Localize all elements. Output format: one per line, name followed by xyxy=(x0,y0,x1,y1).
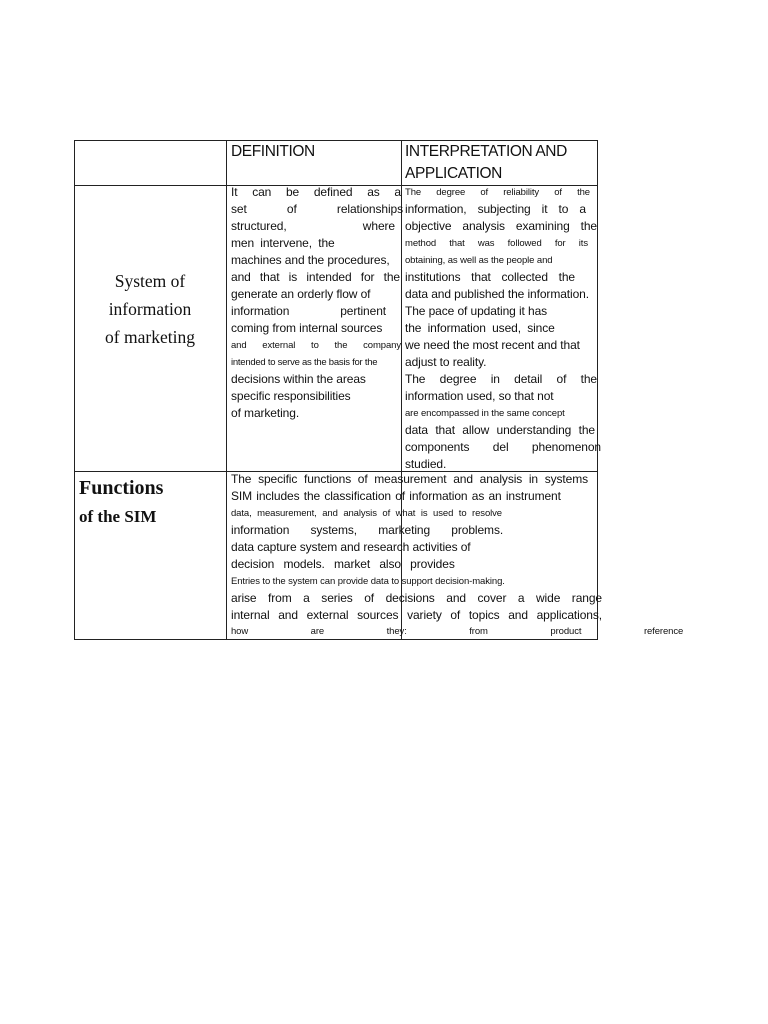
interpretation-line: obtaining, as well as the people and xyxy=(405,255,553,266)
definition-line: set of relationships xyxy=(231,202,403,216)
interpretation-line: institutions that collected the xyxy=(405,270,575,284)
definition-line: men intervene, the xyxy=(231,236,335,250)
row1-label xyxy=(74,267,226,351)
interpretation-line: The degree of reliability of the xyxy=(405,187,590,198)
row2-label-line1: Functions xyxy=(79,477,164,499)
functions-line: information systems, marketing problems. xyxy=(231,523,504,537)
definition-line: of marketing. xyxy=(231,406,300,420)
header-interpretation-line2: APPLICATION xyxy=(405,165,502,182)
definition-line: and that is intended for the xyxy=(231,270,400,284)
functions-line: data capture system and research activities of xyxy=(231,540,471,554)
definition-line: It can be defined as a xyxy=(231,185,401,199)
definition-line: specific responsibilities xyxy=(231,389,351,403)
functions-line: arise from a series of decisions and cover a wide range xyxy=(231,591,602,605)
table-border-col1 xyxy=(226,140,227,640)
interpretation-line: the information used, since xyxy=(405,321,555,335)
header-definition: DEFINITION xyxy=(231,143,315,160)
row1-label-line: System of xyxy=(114,271,186,291)
interpretation-line: adjust to reality. xyxy=(405,355,487,369)
interpretation-line: data and published the information. xyxy=(405,287,589,301)
definition-line: and external to the company xyxy=(231,340,401,351)
interpretation-line: objective analysis examining the xyxy=(405,219,597,233)
definition-line: generate an orderly flow of xyxy=(231,287,371,301)
row1-label-line: of marketing xyxy=(105,327,195,347)
functions-line: SIM includes the classification of information as an instrument xyxy=(231,489,561,503)
interpretation-line: method that was followed for its xyxy=(405,238,588,249)
functions-line: The specific functions of measurement and analysis in systems xyxy=(231,472,588,486)
functions-line: internal and external sources variety of topics and applications, xyxy=(231,608,602,622)
interpretation-line: The degree in detail of the xyxy=(405,372,597,386)
interpretation-line: studied. xyxy=(405,457,447,471)
table-border-left xyxy=(74,140,75,640)
definition-line: information pertinent xyxy=(231,304,386,318)
interpretation-line: components del phenomenon xyxy=(405,440,601,454)
functions-line: data, measurement, and analysis of what is used to resolve xyxy=(231,508,502,519)
interpretation-line: we need the most recent and that xyxy=(405,338,580,352)
table-border-right xyxy=(597,140,598,640)
row1-label-line: information xyxy=(108,299,192,319)
definition-line: intended to serve as the basis for the xyxy=(231,357,378,368)
functions-line: how are they: from product reference xyxy=(231,626,684,637)
sim-table xyxy=(74,140,684,640)
interpretation-line: are encompassed in the same concept xyxy=(405,408,565,419)
interpretation-line: information, subjecting it to a xyxy=(405,202,586,216)
functions-line: Entries to the system can provide data to support decision-making. xyxy=(231,576,505,587)
interpretation-line: data that allow understanding the xyxy=(405,423,595,437)
definition-line: machines and the procedures, xyxy=(231,253,390,267)
interpretation-line: information used, so that not xyxy=(405,389,554,403)
interpretation-line: The pace of updating it has xyxy=(405,304,548,318)
definition-line: structured, where xyxy=(231,219,395,233)
definition-line: decisions within the areas xyxy=(231,372,366,386)
row2-label-line2: of the SIM xyxy=(79,507,157,526)
functions-line: decision models. market also provides xyxy=(231,557,455,571)
header-interpretation-line1: INTERPRETATION AND xyxy=(405,143,567,160)
definition-line: coming from internal sources xyxy=(231,321,383,335)
